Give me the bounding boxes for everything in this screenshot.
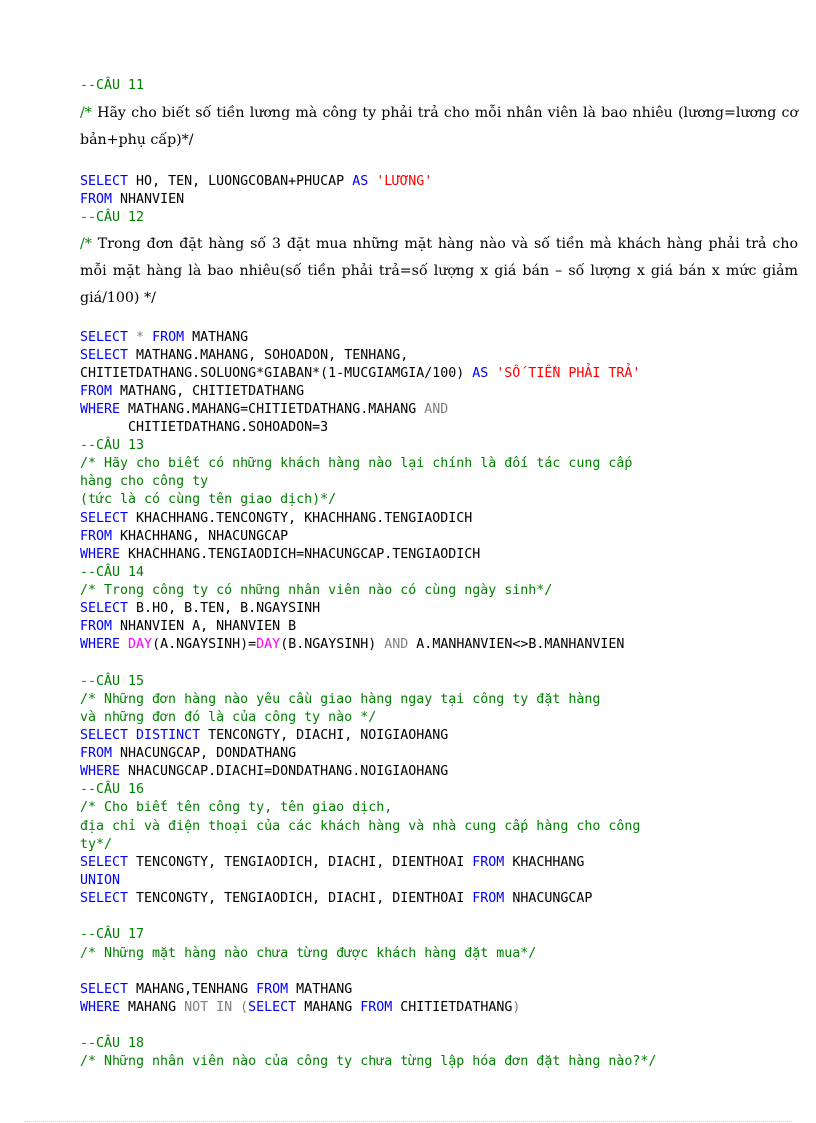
comment-line: ty*/ (80, 837, 113, 852)
keyword: FROM (80, 746, 113, 761)
sql-line (80, 727, 448, 745)
keyword: AS (352, 174, 369, 189)
sql-line (80, 347, 408, 365)
heading-cau-14: --CÂU 14 (80, 565, 145, 580)
comment-open: /* (80, 105, 98, 121)
page-bottom-divider (24, 1121, 792, 1122)
keyword: FROM (80, 529, 113, 544)
keyword: SELECT (80, 330, 129, 345)
sql-text: KHACHHANG.TENCONGTY, KHACHHANG.TENGIAODICH (128, 511, 473, 526)
comment-line: /* Cho biết tên công ty, tên giao dịch, (80, 800, 393, 815)
comment-line: /* Hãy cho biết có những khách hàng nào lại chính là đối tác cung cấp (80, 456, 633, 471)
sql-text: MAHANG (120, 1000, 185, 1015)
sql-text: A.MANHANVIEN<>B.MANHANVIEN (408, 637, 625, 652)
comment-open: /* (80, 236, 98, 252)
sql-line (80, 528, 288, 546)
keyword: SELECT (80, 601, 129, 616)
keyword: SELECT (80, 348, 129, 363)
sql-text: KHACHHANG.TENGIAODICH=NHACUNGCAP.TENGIAODICH (120, 547, 481, 562)
heading-cau-12: --CÂU 12 (80, 210, 145, 225)
sql-operator: * (128, 330, 153, 345)
keyword: AS (472, 366, 489, 381)
sql-operator: ( (232, 1000, 249, 1015)
keyword: FROM (80, 619, 113, 634)
keyword: AND (424, 402, 449, 417)
sql-line (80, 999, 520, 1017)
comment-cau-12 (80, 231, 798, 312)
string-literal: 'LƯƠNG' (368, 174, 433, 189)
comment-cau-11 (80, 100, 798, 154)
keyword: WHERE (80, 637, 121, 652)
sql-text: NHANVIEN A, NHANVIEN B (112, 619, 297, 634)
sql-line (80, 383, 304, 401)
keyword: WHERE (80, 402, 121, 417)
keyword: FROM (80, 192, 113, 207)
comment-line: /* Những nhân viên nào của công ty chưa từng lập hóa đơn đặt hàng nào?*/ (80, 1054, 657, 1069)
function-name: DAY (128, 637, 153, 652)
sql-text: TENCONGTY, TENGIAODICH, DIACHI, DIENTHOAI (128, 855, 473, 870)
sql-text: KHACHHANG, NHACUNGCAP (112, 529, 289, 544)
keyword: DISTINCT (128, 728, 201, 743)
sql-line (80, 546, 480, 564)
sql-line (80, 600, 320, 618)
sql-line (80, 890, 592, 908)
keyword: FROM (472, 891, 505, 906)
sql-line (80, 745, 296, 763)
heading-cau-17: --CÂU 17 (80, 927, 145, 942)
keyword: FROM (256, 982, 289, 997)
keyword: SELECT (80, 855, 129, 870)
comment-line: /* Những đơn hàng nào yêu cầu giao hàng ngay tại công ty đặt hàng (80, 692, 601, 707)
keyword: NOT IN (184, 1000, 233, 1015)
sql-text: MAHANG,TENHANG (128, 982, 257, 997)
sql-text (120, 637, 128, 652)
sql-line (80, 191, 184, 209)
sql-text: MATHANG (288, 982, 353, 997)
heading-cau-11: --CÂU 11 (80, 78, 145, 93)
heading-cau-13: --CÂU 13 (80, 438, 145, 453)
comment-line: hàng cho công ty (80, 474, 209, 489)
sql-line (80, 329, 248, 347)
keyword: SELECT (80, 982, 129, 997)
sql-text: MATHANG (184, 330, 249, 345)
keyword: SELECT (80, 728, 129, 743)
sql-line (80, 510, 472, 528)
sql-text: MAHANG (296, 1000, 361, 1015)
sql-text: B.HO, B.TEN, B.NGAYSINH (128, 601, 321, 616)
sql-operator: ) (512, 1000, 521, 1015)
heading-cau-18: --CÂU 18 (80, 1036, 145, 1051)
sql-text: TENCONGTY, TENGIAODICH, DIACHI, DIENTHOAI (128, 891, 473, 906)
comment-text: Trong đơn đặt hàng số 3 đặt mua những mặt hàng nào và số tiền mà khách hàng phải trả cho mỗi mặt hàng là bao nhiêu(số tiền phải trả=số lượng x giá bán – số lượng x giá bán x mức giảm giá/100) */ (80, 236, 798, 306)
sql-line (80, 173, 432, 191)
keyword-union: UNION (80, 873, 121, 888)
sql-line (80, 636, 624, 654)
sql-text: NHACUNGCAP, DONDATHANG (112, 746, 297, 761)
keyword: SELECT (80, 174, 129, 189)
sql-text: CHITIETDATHANG (392, 1000, 513, 1015)
sql-text: TENCONGTY, DIACHI, NOIGIAOHANG (200, 728, 449, 743)
keyword: FROM (360, 1000, 393, 1015)
string-literal: 'SỐ TIỀN PHẢI TRẢ' (488, 366, 641, 381)
sql-text: NHANVIEN (112, 192, 185, 207)
sql-text: NHACUNGCAP.DIACHI=DONDATHANG.NOIGIAOHANG (120, 764, 449, 779)
keyword: SELECT (80, 891, 129, 906)
sql-text: (B.NGAYSINH) (280, 637, 385, 652)
keyword: WHERE (80, 547, 121, 562)
comment-line: (tức là có cùng tên giao dịch)*/ (80, 492, 337, 507)
sql-line (80, 981, 352, 999)
keyword: FROM (152, 330, 185, 345)
sql-text: KHACHHANG (504, 855, 585, 870)
keyword: FROM (80, 384, 113, 399)
sql-text: MATHANG, CHITIETDATHANG (112, 384, 305, 399)
sql-line (80, 365, 640, 383)
keyword: WHERE (80, 1000, 121, 1015)
sql-text: MATHANG.MAHANG, SOHOADON, TENHANG, (128, 348, 409, 363)
sql-line (80, 763, 448, 781)
sql-line: CHITIETDATHANG.SOHOADON=3 (80, 420, 329, 435)
sql-line (80, 618, 296, 636)
comment-text: Hãy cho biết số tiền lương mà công ty phải trả cho mỗi nhân viên là bao nhiêu (lương=lương cơ bản+phụ cấp)*/ (80, 105, 798, 148)
keyword: SELECT (80, 511, 129, 526)
sql-text: CHITIETDATHANG.SOLUONG*GIABAN*(1-MUCGIAMGIA/100) (80, 366, 473, 381)
comment-line: /* Trong công ty có những nhân viên nào có cùng ngày sinh*/ (80, 583, 553, 598)
sql-line (80, 854, 584, 872)
comment-line: địa chỉ và điện thoại của các khách hàng và nhà cung cấp hàng cho công (80, 819, 641, 834)
sql-text: (A.NGAYSINH)= (152, 637, 257, 652)
keyword: WHERE (80, 764, 121, 779)
sql-line (80, 401, 448, 419)
sql-text: HO, TEN, LUONGCOBAN+PHUCAP (128, 174, 353, 189)
heading-cau-15: --CÂU 15 (80, 674, 145, 689)
sql-text: MATHANG.MAHANG=CHITIETDATHANG.MAHANG (120, 402, 425, 417)
function-name: DAY (256, 637, 281, 652)
comment-line: /* Những mặt hàng nào chưa từng được khách hàng đặt mua*/ (80, 946, 537, 961)
keyword: FROM (472, 855, 505, 870)
comment-line: và những đơn đó là của công ty nào */ (80, 710, 377, 725)
heading-cau-16: --CÂU 16 (80, 782, 145, 797)
keyword: AND (384, 637, 409, 652)
sql-text: NHACUNGCAP (504, 891, 593, 906)
keyword: SELECT (248, 1000, 297, 1015)
